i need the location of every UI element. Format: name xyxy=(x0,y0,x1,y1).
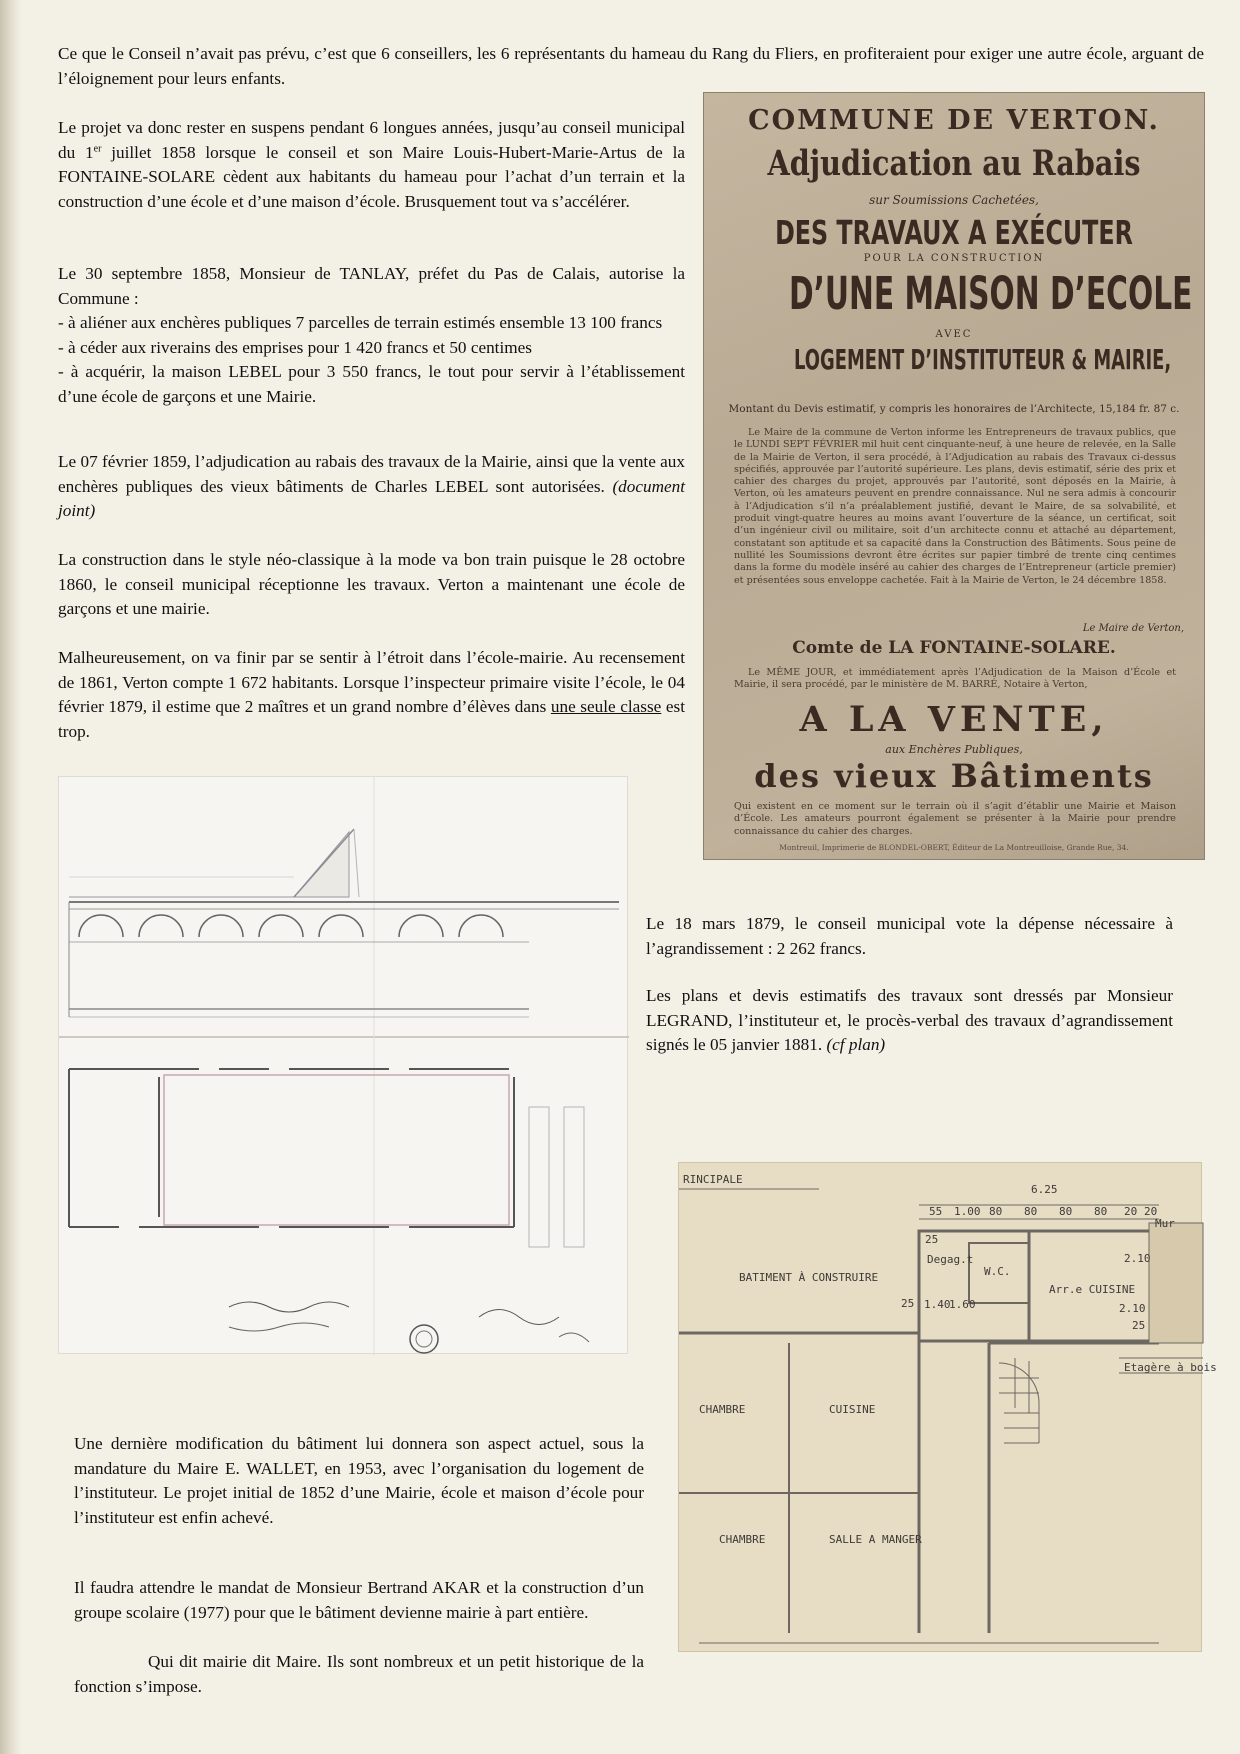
plan-wc-label: W.C. xyxy=(984,1265,1011,1278)
poster-a-la-vente: A LA VENTE, xyxy=(799,699,1109,740)
paragraph-text: est trop. xyxy=(58,697,685,741)
plan-header-label: RINCIPALE xyxy=(683,1173,743,1186)
plan-dimension: 80 xyxy=(1059,1205,1073,1218)
list-item: - à aliéner aux enchères publiques 7 parcelles de terrain estimés ensemble 13 100 francs xyxy=(58,313,663,333)
plan-chambre-label: CHAMBRE xyxy=(699,1403,746,1416)
paragraph-text: Le 07 février 1859, l’adjudication au rabais des travaux de la Mairie, ainsi que la vente aux enchères publiques des vieux bâtiments de Charles LEBEL sont autorisées. xyxy=(58,452,685,496)
underlined-text: une seule classe xyxy=(550,697,662,717)
paragraph-council xyxy=(58,42,1204,91)
plan-dimension-side: 25 xyxy=(901,1297,915,1310)
poster-avec: AVEC xyxy=(935,329,973,340)
list-item: - à céder aux riverains des emprises pour 1 420 francs et 50 centimes xyxy=(58,337,532,357)
plan-cuisine-label: CUISINE xyxy=(829,1403,876,1416)
plan-dimension-side: 25 xyxy=(925,1233,939,1246)
poster-soumissions: sur Soumissions Cachetées, xyxy=(869,193,1039,207)
poster-travaux: DES TRAVAUX A EXÉCUTER xyxy=(775,213,1133,252)
paragraph-text: Qui dit mairie dit Maire. Ils sont nombreux et un petit historique de la fonction s’impose. xyxy=(74,1652,644,1696)
poster-commune-title: COMMUNE DE VERTON. xyxy=(748,105,1160,136)
document-reference: (document joint) xyxy=(58,476,685,521)
plan-dimension: 80 xyxy=(989,1205,1003,1218)
poster-imprimerie: Montreuil, Imprimerie de BLONDEL-OBERT, Éditeur de La Montreuilloise, Grande Rue, 34. xyxy=(779,843,1129,852)
paragraph-project-suspended xyxy=(58,116,685,214)
paragraph-text: Le 30 septembre 1858, Monsieur de TANLAY, préfet du Pas de Calais, autorise la Commune : xyxy=(58,264,685,308)
plan-dimension: 20 xyxy=(1124,1205,1138,1218)
poster-comte-signature: Comte de LA FONTAINE-SOLARE. xyxy=(792,638,1116,658)
plan-mur-label: Mur xyxy=(1155,1217,1175,1230)
poster-montant-devis: Montant du Devis estimatif, y compris les honoraires de l’Architecte, 15,184 fr. 87 c. xyxy=(728,403,1180,415)
poster-adjudication-title: Adjudication au Rabais xyxy=(767,143,1141,184)
poster-meme-jour: Le MÊME JOUR, et immédiatement après l’Adjudication de la Maison d’École et Mairie, il sera procédé, par le ministère de M. BARRÉ, Notaire à Verton, xyxy=(734,667,1176,691)
ordinal-superscript: er xyxy=(93,142,102,154)
plan-degag-label: Degag.t xyxy=(927,1253,974,1266)
paragraph-maire-historique xyxy=(74,1650,644,1699)
poster-logement: LOGEMENT D’INSTITUTEUR & MAIRIE, xyxy=(794,343,1172,376)
paragraph-text: Malheureusement, on va finir par se sentir à l’étroit dans l’école-mairie. Au recensement de 1861, Verton compte 1 672 habitants. Lorsque l’inspecteur primaire visite l’école, le 04 février 1879, il estime que 2 maîtres et un grand nombre d’élèves dans xyxy=(58,648,685,717)
plan-arr-cuisine-label: Arr.e CUISINE xyxy=(1049,1283,1136,1296)
paragraph-text: La construction dans le style néo-classique à la mode va bon train puisque le 28 octobre 1860, le conseil municipal réceptionne les travaux. Verton a maintenant une école de garçons et une mairie. xyxy=(58,550,685,619)
floor-plan-svg xyxy=(679,1163,1217,1653)
poster-vieux-batiments: des vieux Bâtiments xyxy=(754,757,1154,795)
poster-existent-text: Qui existent en ce moment sur le terrain où il s’agit d’établir une Mairie et Maison d’École. Les amateurs pourront également se présenter à la Mairie pour prendre connaissance du cahier des charges. xyxy=(734,801,1176,837)
list-item: - à acquérir, la maison LEBEL pour 3 550 francs, le tout pour servir à l’établissement d’une école de garçons et une Mairie. xyxy=(58,362,685,406)
poster-pour-la-construction: POUR LA CONSTRUCTION xyxy=(863,253,1045,264)
plan-salle-a-manger-label: SALLE A MANGER xyxy=(829,1533,922,1546)
paragraph-text: Le 18 mars 1879, le conseil municipal vote la dépense nécessaire à l’agrandissement : 2 262 francs. xyxy=(646,914,1173,958)
paragraph-construction xyxy=(58,548,685,622)
poster-body-text: Le Maire de la commune de Verton informe les Entrepreneurs de travaux publics, que le LUNDI SEPT FÉVRIER mil huit cent cinquante-neuf, à une heure de relevée, en la Salle de la Mairie de Verton, il sera procédé, à l’Adjudication au rabais des Travaux ci-dessus spécifiés, approuvée par l’autorité supérieure. Les plans, devis estimatif, série des prix et cahier des charges du projet, approuvés par l’autorité, sont déposés en la Mairie, à Verton, où les amateurs peuvent en prendre connaissance. Nul ne sera admis à concourir à l’Adjudication s’il n’a préalablement justifié, devant le Maire, de sa solvabilité, et produit vingt-quatre heures au moins avant l’ouverture de la séance, un certificat, soit d’un ingénieur civil ou militaire, soit d’un architecte connu et attaché au département, constatant son aptitude et sa capacité dans la Construction des Bâtiments. Sous peine de nullité les Soumissions devront être écrites sur papier timbré de trente cinq centimes dans la forme du modèle inséré au cahier des charges de l’Entrepreneur (article premier) et présentées sous enveloppe cachetée. Fait à la Mairie de Verton, le 24 décembre 1858. xyxy=(734,427,1176,586)
plan-dimension-total: 6.25 xyxy=(1031,1183,1058,1196)
plan-dimension-side: 25 xyxy=(1132,1319,1146,1332)
plan-dimension-side: 2.10 xyxy=(1119,1302,1146,1315)
paragraph-text: Les plans et devis estimatifs des travaux sont dressés par Monsieur LEGRAND, l’instituteur et, le procès-verbal des travaux d’agrandissement signés le 05 janvier 1881. xyxy=(646,986,1173,1055)
poster-encheres: aux Enchères Publiques, xyxy=(885,743,1023,756)
architectural-drawing-elevation xyxy=(58,776,628,1354)
plan-dimension-side: 2.10 xyxy=(1124,1252,1151,1265)
plan-dimension: 80 xyxy=(1024,1205,1038,1218)
paragraph-census xyxy=(58,646,685,744)
paragraph-modification-1953 xyxy=(74,1432,644,1530)
elevation-plan-svg xyxy=(59,777,629,1355)
plan-chambre-label: CHAMBRE xyxy=(719,1533,766,1546)
poster-maire-label: Le Maire de Verton, xyxy=(1082,623,1184,634)
plan-dimension-side: 1.60 xyxy=(949,1298,976,1311)
plan-dimension-side: 1.40 xyxy=(924,1298,951,1311)
plan-dimension: 55 xyxy=(929,1205,943,1218)
paragraph-text: Une dernière modification du bâtiment lui donnera son aspect actuel, sous la mandature du Maire E. WALLET, en 1953, avec l’organisation du logement de l’instituteur. Le projet initial de 1852 d’une Mairie, école et maison d’école pour l’instituteur est enfin achevé. xyxy=(74,1434,644,1527)
paragraph-prefect-authorization xyxy=(58,262,685,410)
plan-dimension: 80 xyxy=(1094,1205,1108,1218)
paragraph-text: Il faudra attendre le mandat de Monsieur Bertrand AKAR et la construction d’un groupe scolaire (1977) pour que le bâtiment devienne mairie à part entière. xyxy=(74,1578,644,1622)
poster-maison-ecole: D’UNE MAISON D’ECOLE xyxy=(789,267,1193,320)
paragraph-council-vote xyxy=(646,912,1173,961)
floor-plan-1953 xyxy=(678,1162,1217,1652)
plan-reference: (cf plan) xyxy=(826,1035,886,1055)
paragraph-text: Le projet va donc rester en suspens pendant 6 longues années, jusqu’au conseil municipal du 1 xyxy=(58,118,685,162)
paragraph-plans-legrand xyxy=(646,984,1173,1058)
paragraph-akar xyxy=(74,1576,644,1625)
page-binding-edge xyxy=(0,0,22,1754)
paragraph-text: juillet 1858 lorsque le conseil et son Maire Louis-Hubert-Marie-Artus de la FONTAINE-SOLARE cèdent aux habitants du hameau pour l’achat d’un terrain et la construction d’une école et d’une maison d’école. Brusquement tout va s’accélérer. xyxy=(58,142,685,211)
adjudication-poster xyxy=(703,92,1205,860)
paragraph-adjudication xyxy=(58,450,685,524)
plan-etagere-label: Etagère à bois xyxy=(1124,1361,1217,1374)
plan-dimension: 20 xyxy=(1144,1205,1158,1218)
plan-dimension: 1.00 xyxy=(954,1205,981,1218)
plan-batiment-label: BATIMENT À CONSTRUIRE xyxy=(739,1271,879,1284)
paragraph-text: Ce que le Conseil n’avait pas prévu, c’est que 6 conseillers, les 6 représentants du hameau du Rang du Fliers, en profiteraient pour exiger une autre école, arguant de l’éloignement pour leurs enfants. xyxy=(58,44,1204,88)
